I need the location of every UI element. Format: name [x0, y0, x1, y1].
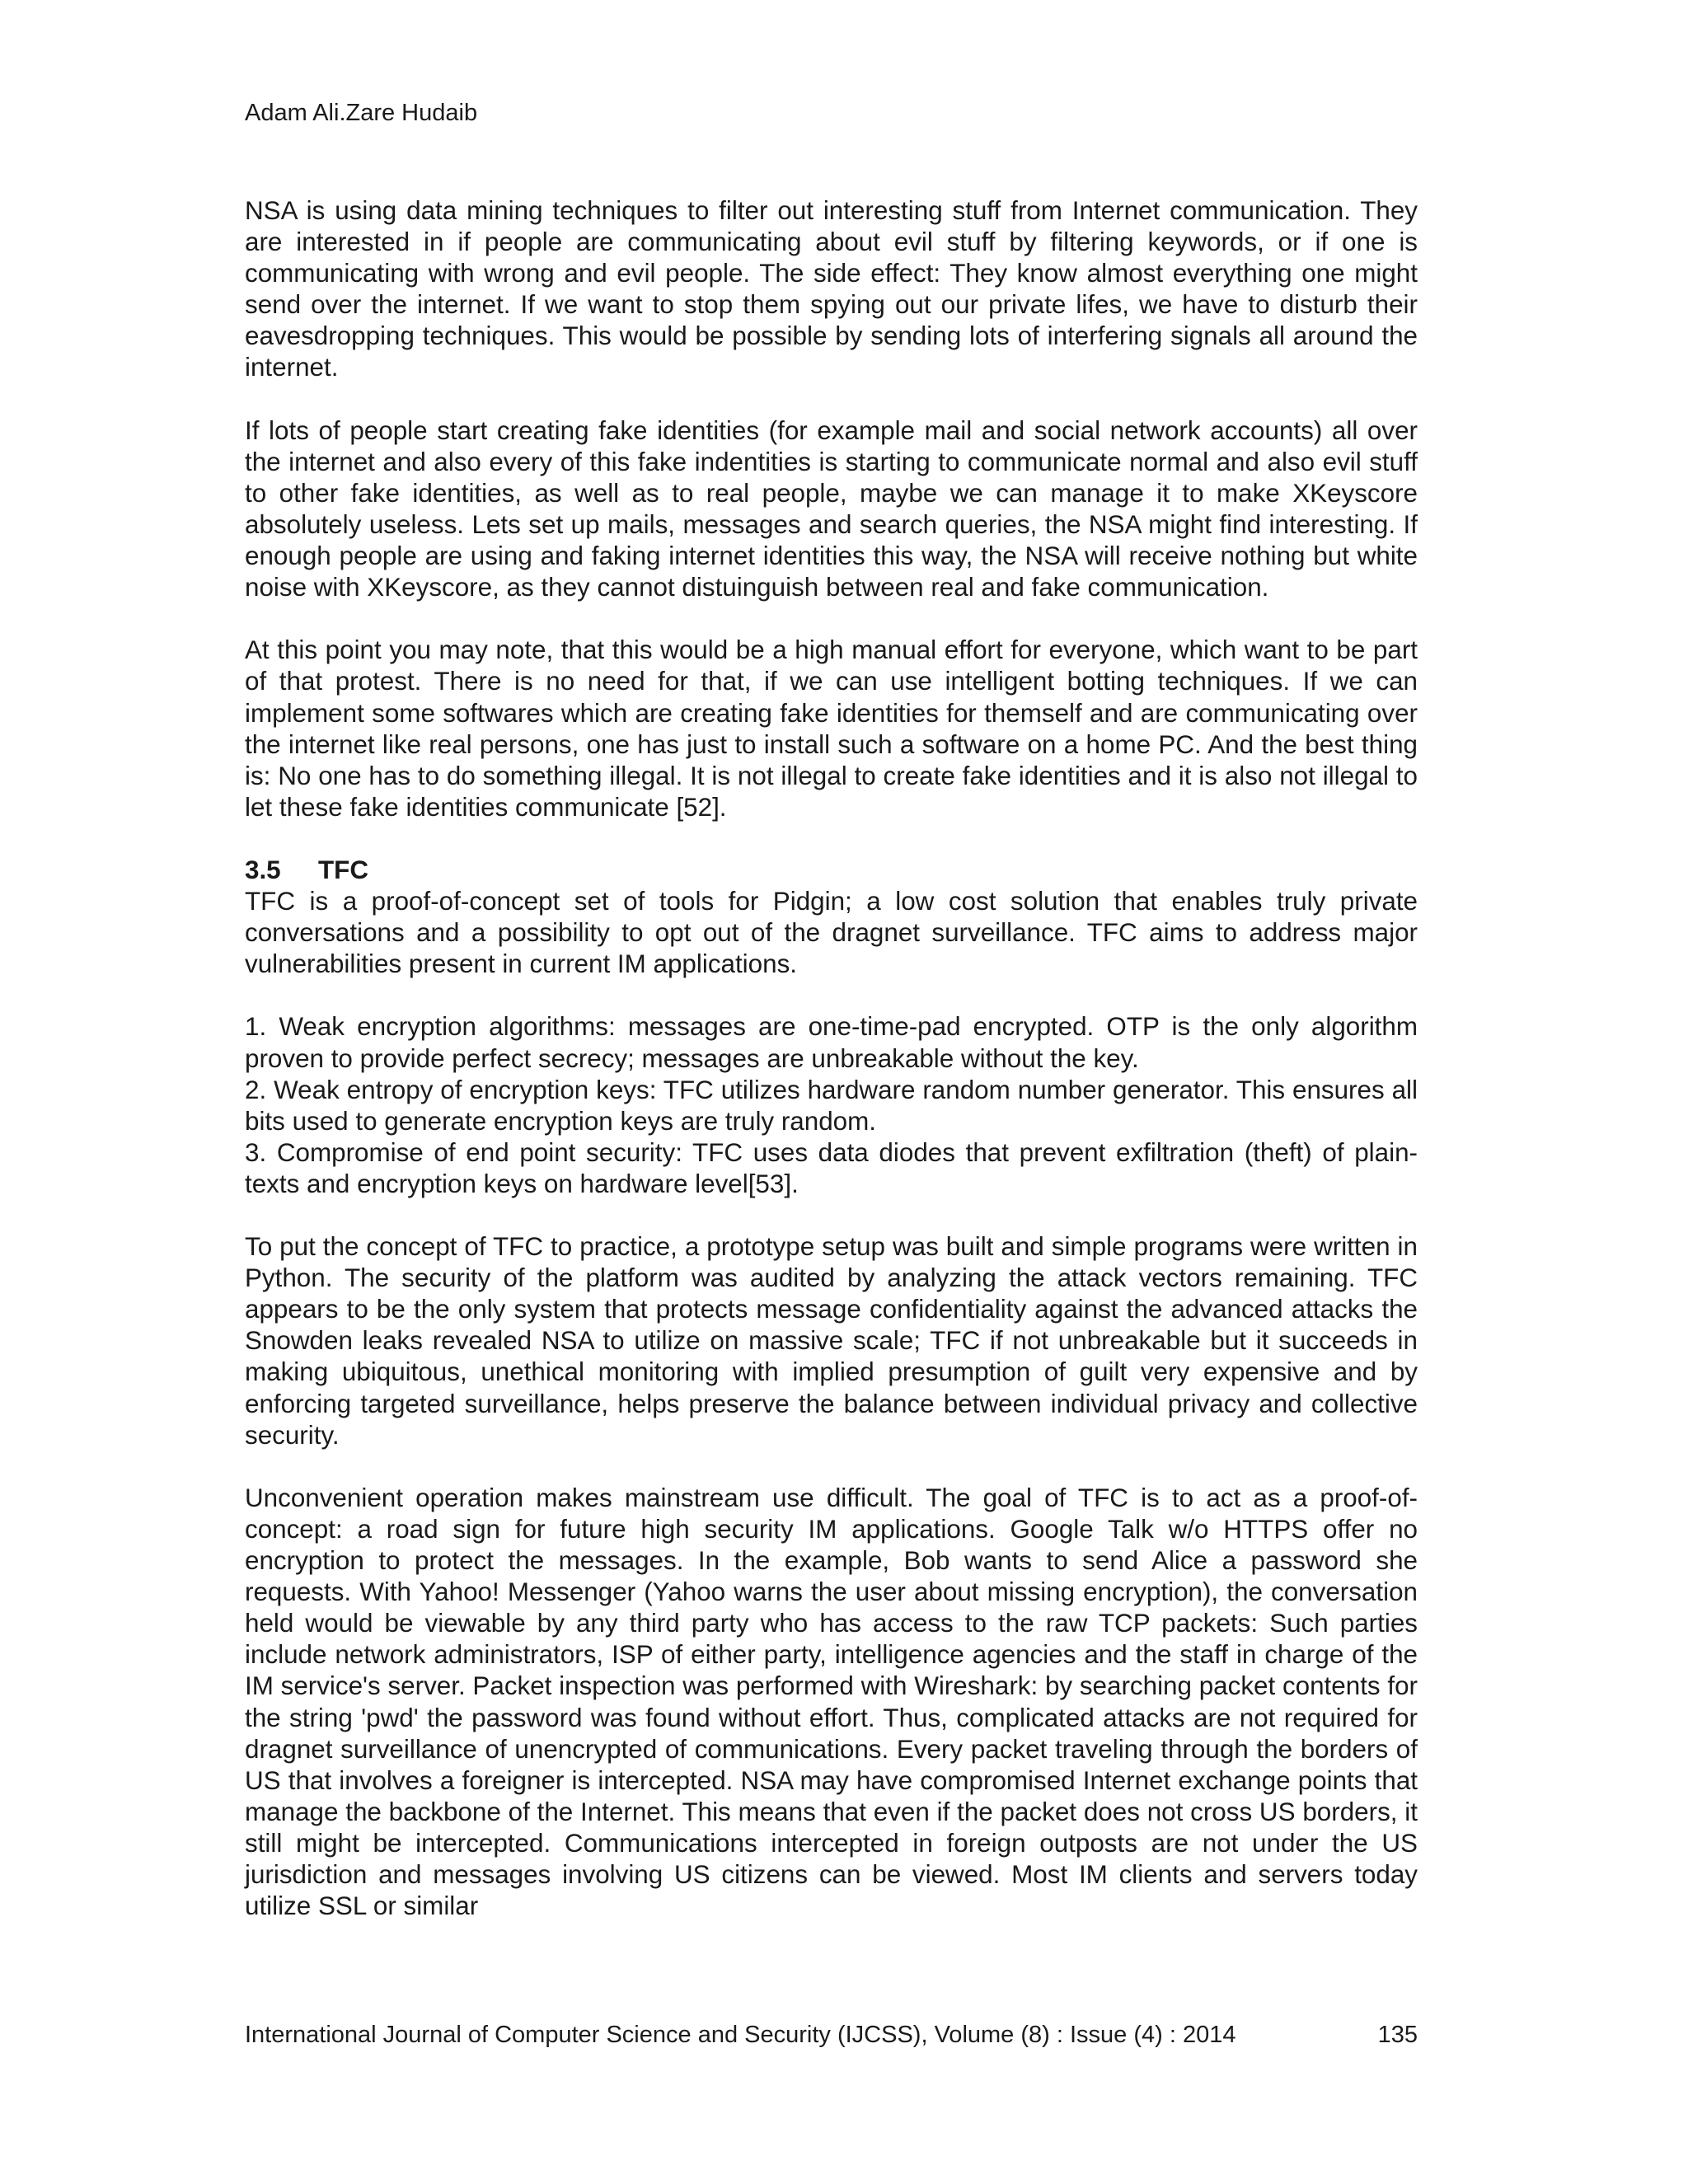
- footer-journal-citation: International Journal of Computer Science and Security (IJCSS), Volume (8) : Issue (4) : 2014: [245, 2022, 1236, 2048]
- section-title: TFC: [318, 855, 369, 884]
- running-header-author: Adam Ali.Zare Hudaib: [245, 100, 478, 126]
- body-text: [245, 195, 1418, 1953]
- paragraph-tfc-intro: TFC is a proof-of-concept set of tools for Pidgin; a low cost solution that enables truly private conversations and a possibility to opt out of the dragnet surveillance. TFC aims to address major vulnerabilities present in current IM applications.: [245, 887, 1418, 979]
- list-item-weak-entropy: 2. Weak entropy of encryption keys: TFC utilizes hardware random number generator. This ensures all bits used to generate encryption keys are truly random.: [245, 1075, 1418, 1136]
- paragraph-botting-techniques: At this point you may note, that this would be a high manual effort for everyone, which want to be part of that protest. There is no need for that, if we can use intelligent botting techniques. If we can implement some softwares which are creating fake identities for themself and are communicating over the internet like real persons, one has just to install such a software on a home PC. And the best thing is: No one has to do something illegal. It is not illegal to create fake identities and it is also not illegal to let these fake identities communicate [52].: [245, 635, 1418, 822]
- paragraph-fake-identities: If lots of people start creating fake identities (for example mail and social network accounts) all over the internet and also every of this fake indentities is starting to communicate normal and also evil stuff to other fake identities, as well as to real people, maybe we can manage it to make XKeyscore absolutely useless. Lets set up mails, messages and search queries, the NSA might find interesting. If enough people are using and faking internet identities this way, the NSA will receive nothing but white noise with XKeyscore, as they cannot distuinguish between real and fake communication.: [245, 415, 1418, 602]
- paragraph-nsa-data-mining: NSA is using data mining techniques to filter out interesting stuff from Internet communication. They are interested in if people are communicating about evil stuff by filtering keywords, or if one is communicating with wrong and evil people. The side effect: They know almost everything one might send over the internet. If we want to stop them spying out our private lifes, we have to disturb their eavesdropping techniques. This would be possible by sending lots of interfering signals all around the internet.: [245, 196, 1418, 382]
- section-heading: [245, 855, 1418, 886]
- paragraph-tfc-operation: Unconvenient operation makes mainstream use difficult. The goal of TFC is to act as a proof-of-concept: a road sign for future high security IM applications. Google Talk w/o HTTPS offer no encryption to protect the messages. In the example, Bob wants to send Alice a password she requests. With Yahoo! Messenger (Yahoo warns the user about missing encryption), the conversation held would be viewable by any third party who has access to the raw TCP packets: Such parties include network administrators, ISP of either party, intelligence agencies and the staff in charge of the IM service's server. Packet inspection was performed with Wireshark: by searching packet contents for the string 'pwd' the password was found without effort. Thus, complicated attacks are not required for dragnet surveillance of unencrypted of communications. Every packet traveling through the borders of US that involves a foreigner is intercepted. NSA may have compromised Internet exchange points that manage the backbone of the Internet. This means that even if the packet does not cross US borders, it still might be intercepted. Communications intercepted in foreign outposts are not under the US jurisdiction and messages involving US citizens can be viewed. Most IM clients and servers today utilize SSL or similar: [245, 1483, 1418, 1921]
- list-item-weak-encryption: 1. Weak encryption algorithms: messages are one-time-pad encrypted. OTP is the only algorithm proven to provide perfect secrecy; messages are unbreakable without the key.: [245, 1012, 1418, 1073]
- section-number: 3.5: [245, 855, 281, 884]
- page-number: 135: [1377, 2022, 1418, 2048]
- list-item-endpoint-security: 3. Compromise of end point security: TFC uses data diodes that prevent exfiltration (theft) of plain-texts and encryption keys on hardware level[53].: [245, 1137, 1418, 1198]
- paragraph-tfc-prototype: To put the concept of TFC to practice, a prototype setup was built and simple programs were written in Python. The security of the platform was audited by analyzing the attack vectors remaining. TFC appears to be the only system that protects message confidentiality against the advanced attacks the Snowden leaks revealed NSA to utilize on massive scale; TFC if not unbreakable but it succeeds in making ubiquitous, unethical monitoring with implied presumption of guilt very expensive and by enforcing targeted surveillance, helps preserve the balance between individual privacy and collective security.: [245, 1232, 1418, 1450]
